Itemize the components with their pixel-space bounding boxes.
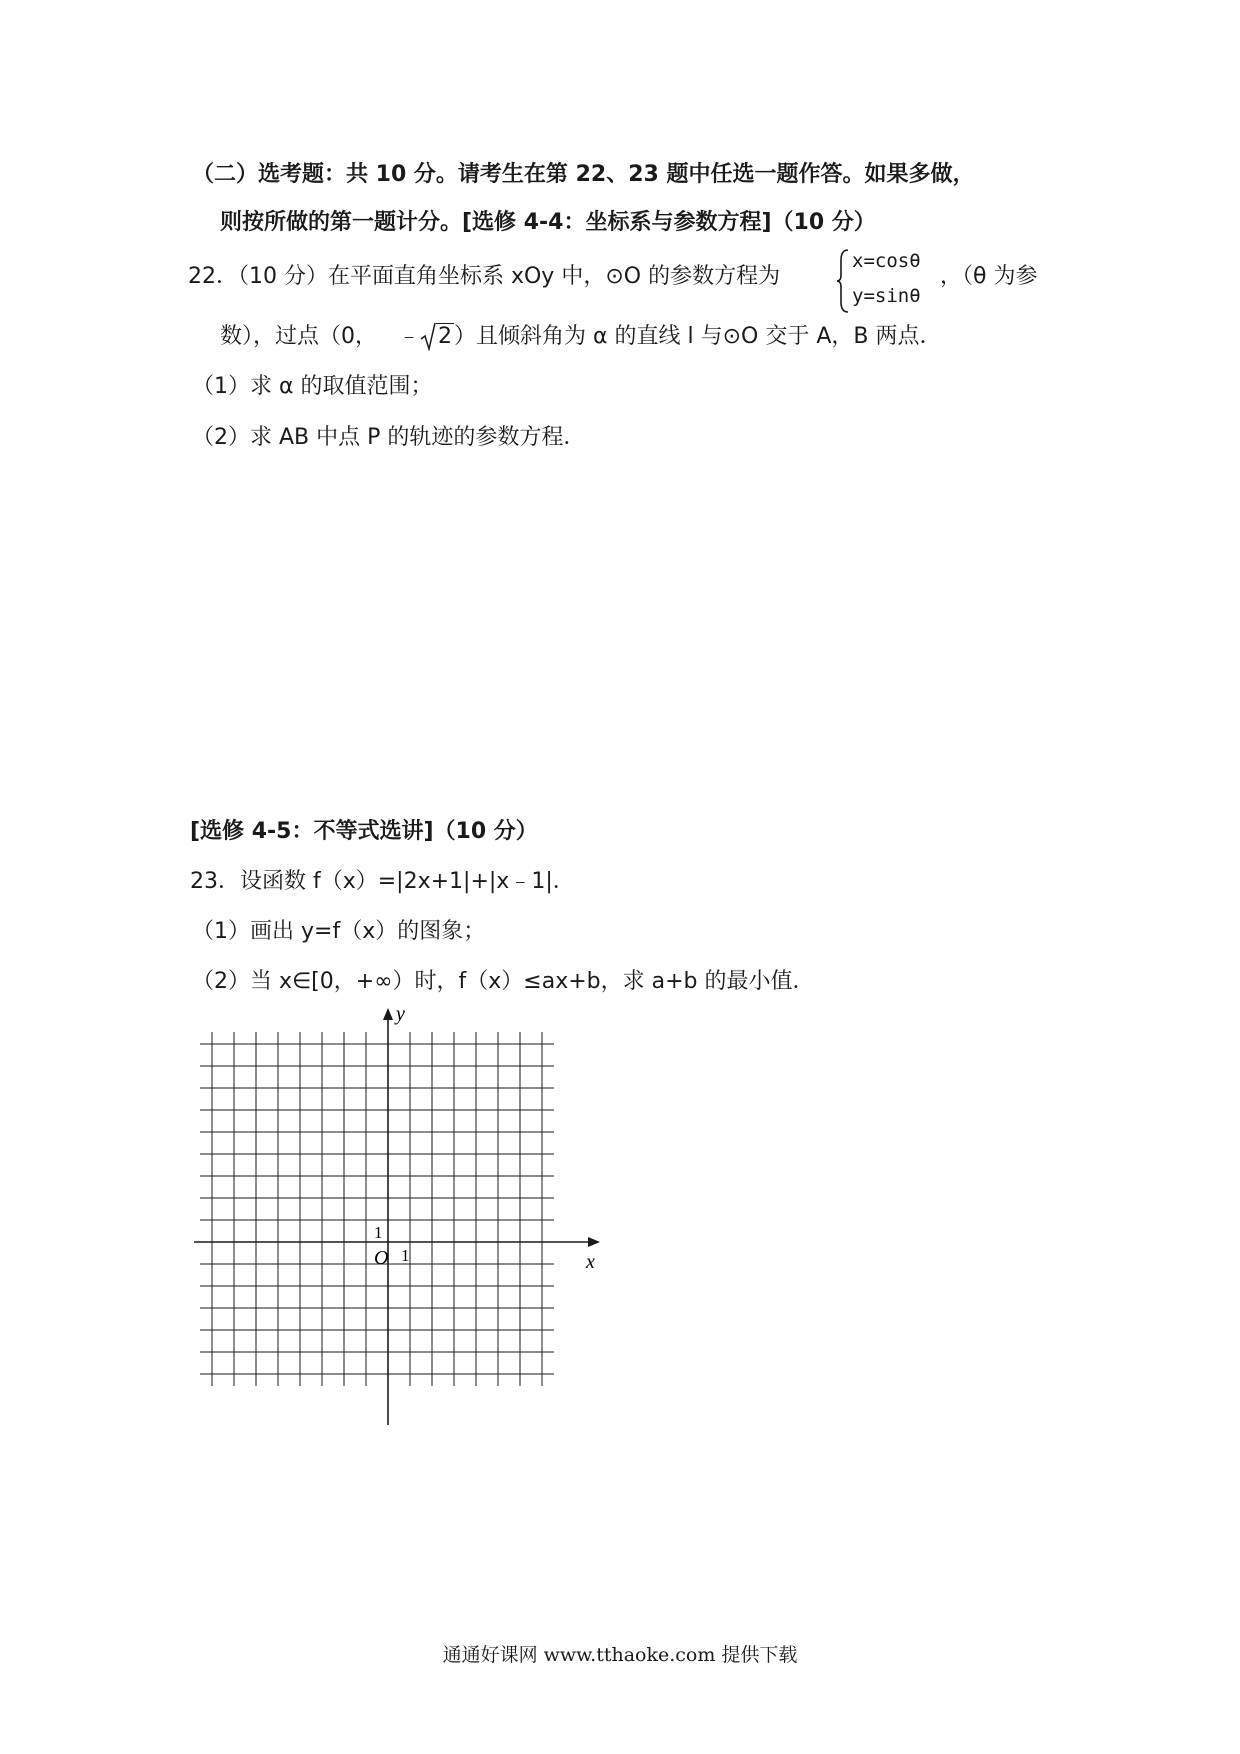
x-axis-arrow-icon [588,1237,600,1247]
coordinate-grid [190,1000,610,1430]
system-eq-x: x=cosθ [852,250,921,272]
q23-part2: （2）当 x∈[0，+∞）时，f（x）≤ax+b，求 a+b 的最小值． [192,969,815,994]
sqrt-expression [420,322,454,352]
q22-stem-end: ，（θ 为参 [940,264,1038,289]
sqrt-radicand: 2 [438,324,453,349]
section2-header: [选修 4-5：不等式选讲]（10 分） [190,819,538,844]
y-axis-label: y [396,1003,405,1025]
q22-line2-a: 数），过点（0， [220,324,377,349]
q22-part1: （1）求 α 的取值范围； [192,374,433,399]
y-tick-label: 1 [374,1223,383,1242]
q22-stem-text: 22．（10 分）在平面直角坐标系 xOy 中，⊙O 的参数方程为 [188,264,781,289]
section-header-line2: 则按所做的第一题计分。[选修 4-4：坐标系与参数方程]（10 分） [220,210,876,235]
q23-part1: （1）画出 y=f（x）的图象； [192,919,486,944]
system-brace-icon [836,248,850,314]
q22-part2: （2）求 AB 中点 P 的轨迹的参数方程． [192,425,586,450]
q22-line2 [220,322,941,352]
section-header-line1: （二）选考题：共 10 分。请考生在第 22、23 题中任选一题作答。如果多做， [192,162,975,187]
x-axis-label: x [586,1251,595,1273]
radical-sign-icon [420,323,436,351]
system-eq-y: y=sinθ [852,285,921,307]
page-footer: 通通好课网 www.tthaoke.com 提供下载 [442,1644,798,1666]
grid-lines [200,1032,554,1386]
q22-line2-b: ）且倾斜角为 α 的直线 l 与⊙O 交于 A，B 两点． [454,324,942,349]
q23-stem: 23．设函数 f（x）=|2x+1|+|x﹣1|． [190,869,575,894]
q22-neg-sign: ﹣ [398,324,421,349]
x-tick-label: 1 [401,1246,410,1265]
q22-stem [188,262,780,292]
origin-label: O [374,1247,389,1269]
y-axis-arrow-icon [383,1008,393,1020]
